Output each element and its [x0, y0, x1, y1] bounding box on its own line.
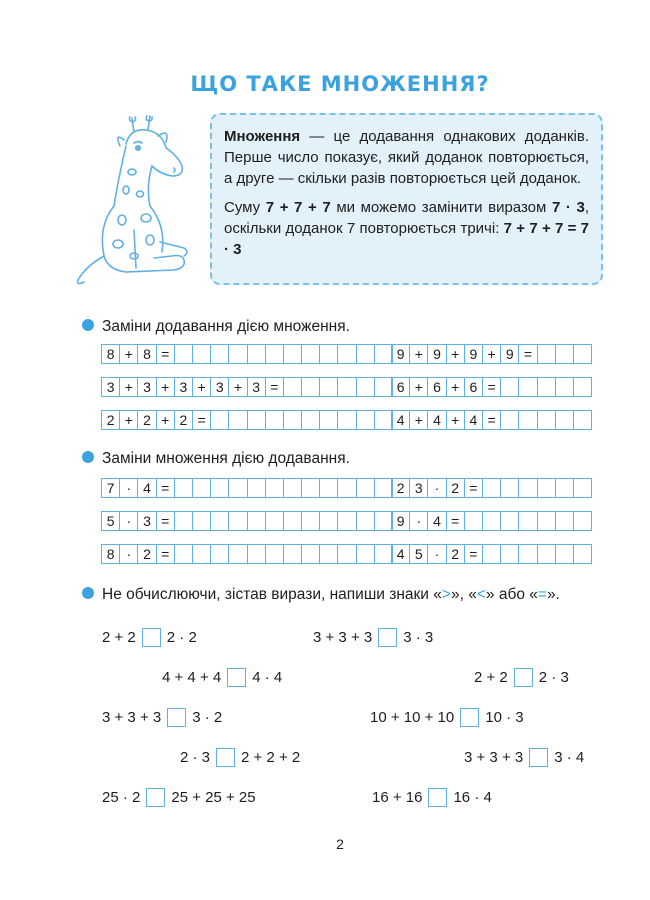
- grid-cell-empty[interactable]: [538, 378, 556, 396]
- grid-cell-empty[interactable]: [338, 411, 356, 429]
- grid-cell-empty[interactable]: [320, 345, 338, 363]
- grid-cell-empty[interactable]: [483, 545, 501, 563]
- grid-cell-given: +: [483, 345, 501, 363]
- grid-cell-given: +: [447, 378, 465, 396]
- grid-cell-empty[interactable]: [248, 411, 266, 429]
- grid-cell-empty[interactable]: [193, 345, 211, 363]
- grid-cell-empty[interactable]: [320, 378, 338, 396]
- comparison-right: 3 · 3: [403, 629, 434, 646]
- answer-grid: [101, 377, 393, 397]
- grid-cell-given: 5: [102, 512, 120, 530]
- grid-cell-given: =: [266, 378, 284, 396]
- grid-cell-given: 2: [175, 411, 193, 429]
- comparison-right: 4 · 4: [252, 669, 283, 686]
- grid-cell-empty[interactable]: [465, 512, 483, 530]
- grid-cell-given: ·: [120, 512, 138, 530]
- grid-cell-empty[interactable]: [284, 545, 302, 563]
- grid-cell-empty[interactable]: [501, 479, 519, 497]
- grid-cell-empty[interactable]: [538, 411, 556, 429]
- grid-cell-empty[interactable]: [211, 411, 229, 429]
- grid-cell-empty[interactable]: [556, 345, 574, 363]
- grid-cell-empty[interactable]: [175, 345, 193, 363]
- bullet-dot: [82, 451, 94, 463]
- grid-cell-empty[interactable]: [574, 378, 592, 396]
- grid-cell-empty[interactable]: [284, 411, 302, 429]
- grid-cell-given: 6: [465, 378, 483, 396]
- grid-cell-empty[interactable]: [538, 545, 556, 563]
- grid-cell-empty[interactable]: [556, 378, 574, 396]
- giraffe-illustration: [74, 110, 200, 286]
- page-number: 2: [336, 836, 344, 852]
- grid-cell-empty[interactable]: [320, 411, 338, 429]
- bullet-dot: [82, 587, 94, 599]
- grid-cell-empty[interactable]: [248, 345, 266, 363]
- grid-cell-empty[interactable]: [501, 378, 519, 396]
- comparison-item: [180, 748, 300, 767]
- comparison-left: 4 + 4 + 4: [162, 669, 222, 686]
- comparison-answer-box[interactable]: [142, 628, 161, 647]
- grid-cell-empty[interactable]: [302, 411, 320, 429]
- comparison-left: 16 + 16: [372, 789, 423, 806]
- grid-cell-empty[interactable]: [175, 545, 193, 563]
- grid-cell-empty[interactable]: [556, 411, 574, 429]
- grid-cell-empty[interactable]: [538, 479, 556, 497]
- grid-cell-empty[interactable]: [211, 345, 229, 363]
- grid-cell-given: ·: [120, 545, 138, 563]
- grid-cell-given: 9: [465, 345, 483, 363]
- example-text-a: Суму: [224, 199, 266, 216]
- grid-cell-empty[interactable]: [483, 512, 501, 530]
- equal-sign: =: [537, 586, 547, 603]
- comparison-right: 16 · 4: [453, 789, 492, 806]
- comparison-left: 3 + 3 + 3: [464, 749, 524, 766]
- grid-cell-given: +: [410, 378, 428, 396]
- grid-cell-empty[interactable]: [338, 479, 356, 497]
- definition-paragraph: [224, 126, 589, 189]
- comparison-right: 3 · 2: [192, 709, 223, 726]
- grid-cell-empty[interactable]: [248, 479, 266, 497]
- grid-cell-empty[interactable]: [266, 545, 284, 563]
- grid-cell-empty[interactable]: [302, 545, 320, 563]
- grid-cell-given: ·: [428, 479, 446, 497]
- grid-cell-empty[interactable]: [338, 345, 356, 363]
- grid-cell-empty[interactable]: [266, 512, 284, 530]
- grid-cell-empty[interactable]: [284, 378, 302, 396]
- answer-grid: [101, 344, 393, 364]
- grid-cell-empty[interactable]: [519, 411, 537, 429]
- answer-grid: [391, 511, 592, 531]
- grid-cell-given: 8: [102, 545, 120, 563]
- example-product: 7 · 3: [551, 199, 585, 216]
- task-1-text: Заміни додавання дією множення.: [102, 318, 350, 335]
- grid-cell-given: =: [193, 411, 211, 429]
- answer-grid: [391, 478, 592, 498]
- grid-cell-empty[interactable]: [320, 545, 338, 563]
- grid-cell-given: 3: [175, 378, 193, 396]
- grid-cell-empty[interactable]: [284, 479, 302, 497]
- comparison-right: 25 + 25 + 25: [171, 789, 256, 806]
- comparison-item: [370, 708, 524, 727]
- grid-cell-empty[interactable]: [229, 545, 247, 563]
- grid-cell-given: 3: [248, 378, 266, 396]
- grid-cell-given: 9: [392, 345, 410, 363]
- grid-cell-given: =: [465, 479, 483, 497]
- grid-cell-empty[interactable]: [248, 512, 266, 530]
- greater-sign: >: [441, 586, 451, 603]
- comparison-left: 10 + 10 + 10: [370, 709, 455, 726]
- grid-cell-empty[interactable]: [320, 479, 338, 497]
- comparison-right: 2 · 3: [538, 669, 569, 686]
- comparison-answer-box[interactable]: [428, 788, 447, 807]
- grid-cell-empty[interactable]: [229, 512, 247, 530]
- task-2-heading: [82, 448, 350, 469]
- grid-cell-empty[interactable]: [211, 545, 229, 563]
- grid-cell-given: 3: [102, 378, 120, 396]
- answer-grid: [101, 410, 393, 430]
- grid-cell-empty[interactable]: [574, 345, 592, 363]
- grid-cell-given: 4: [392, 411, 410, 429]
- grid-cell-empty[interactable]: [338, 545, 356, 563]
- grid-cell-given: +: [447, 345, 465, 363]
- comparison-item: [102, 788, 256, 807]
- grid-cell-empty[interactable]: [538, 345, 556, 363]
- task-2-text: Заміни множення дією додавання.: [102, 450, 350, 467]
- grid-cell-given: 9: [392, 512, 410, 530]
- grid-cell-empty[interactable]: [229, 479, 247, 497]
- comparison-item: [474, 668, 569, 687]
- comparison-right: 2 + 2 + 2: [241, 749, 301, 766]
- grid-cell-given: 9: [501, 345, 519, 363]
- grid-cell-empty[interactable]: [574, 545, 592, 563]
- grid-cell-empty[interactable]: [266, 345, 284, 363]
- grid-cell-given: 3: [211, 378, 229, 396]
- answer-grid: [391, 377, 592, 397]
- example-text-e: , оскільки доданок 7 повторюється тричі:: [224, 199, 590, 237]
- grid-cell-empty[interactable]: [501, 411, 519, 429]
- grid-cell-given: +: [157, 378, 175, 396]
- grid-cell-given: =: [447, 512, 465, 530]
- answer-grid: [391, 544, 592, 564]
- grid-cell-empty[interactable]: [519, 479, 537, 497]
- grid-cell-given: 5: [410, 545, 428, 563]
- grid-cell-given: +: [120, 345, 138, 363]
- grid-cell-given: +: [120, 378, 138, 396]
- grid-cell-given: 4: [428, 411, 446, 429]
- grid-cell-empty[interactable]: [266, 479, 284, 497]
- grid-cell-empty[interactable]: [338, 378, 356, 396]
- comparison-left: 2 + 2: [102, 629, 136, 646]
- comparison-answer-box[interactable]: [378, 628, 397, 647]
- grid-cell-given: 8: [102, 345, 120, 363]
- grid-cell-given: 4: [138, 479, 156, 497]
- comparison-item: [162, 668, 282, 687]
- grid-cell-empty[interactable]: [284, 512, 302, 530]
- grid-cell-given: ·: [428, 545, 446, 563]
- comparison-item: [313, 628, 433, 647]
- grid-cell-given: 9: [428, 345, 446, 363]
- grid-cell-empty[interactable]: [357, 545, 375, 563]
- grid-cell-given: +: [120, 411, 138, 429]
- grid-cell-given: 6: [428, 378, 446, 396]
- grid-cell-empty[interactable]: [302, 378, 320, 396]
- answer-grid: [101, 511, 393, 531]
- comparison-left: 25 · 2: [102, 789, 141, 806]
- comparison-item: [102, 628, 197, 647]
- grid-cell-empty[interactable]: [338, 512, 356, 530]
- grid-cell-given: =: [157, 479, 175, 497]
- grid-cell-given: +: [193, 378, 211, 396]
- definition-text: — це додавання однакових доданків. Перше число показує, який доданок повторюється, а друге — скільки разів повторюється цей доданок.: [224, 128, 589, 187]
- comparison-left: 3 + 3 + 3: [313, 629, 373, 646]
- comparison-answer-box[interactable]: [146, 788, 165, 807]
- comparison-left: 2 + 2: [474, 669, 508, 686]
- comparison-answer-box[interactable]: [167, 708, 186, 727]
- grid-cell-given: =: [157, 512, 175, 530]
- comparison-right: 3 · 4: [554, 749, 585, 766]
- grid-cell-empty[interactable]: [501, 545, 519, 563]
- definition-term: Множення: [224, 128, 301, 145]
- page-title: ЩО ТАКЕ МНОЖЕННЯ?: [190, 72, 490, 96]
- example-paragraph: [224, 197, 589, 260]
- grid-cell-given: 2: [447, 545, 465, 563]
- grid-cell-given: =: [483, 411, 501, 429]
- task-1-heading: [82, 316, 350, 337]
- comparison-right: 2 · 2: [166, 629, 197, 646]
- grid-cell-given: 6: [392, 378, 410, 396]
- grid-cell-given: 2: [102, 411, 120, 429]
- grid-cell-given: 4: [428, 512, 446, 530]
- grid-cell-empty[interactable]: [519, 545, 537, 563]
- example-text-c: ми можемо замінити виразом: [330, 199, 552, 216]
- task-3-text: Не обчислюючи, зістав вирази, напиши знаки «>», «<» або «=».: [102, 586, 560, 603]
- grid-cell-empty[interactable]: [574, 479, 592, 497]
- grid-cell-empty[interactable]: [519, 512, 537, 530]
- grid-cell-given: ·: [410, 512, 428, 530]
- grid-cell-empty[interactable]: [229, 345, 247, 363]
- comparison-item: [102, 708, 222, 727]
- less-sign: <: [476, 586, 486, 603]
- grid-cell-empty[interactable]: [501, 512, 519, 530]
- grid-cell-empty[interactable]: [211, 512, 229, 530]
- grid-cell-given: =: [465, 545, 483, 563]
- grid-cell-empty[interactable]: [302, 479, 320, 497]
- grid-cell-empty[interactable]: [357, 411, 375, 429]
- grid-cell-empty[interactable]: [556, 512, 574, 530]
- comparison-answer-box[interactable]: [216, 748, 235, 767]
- bullet-dot: [82, 319, 94, 331]
- grid-cell-empty[interactable]: [320, 512, 338, 530]
- grid-cell-given: 2: [392, 479, 410, 497]
- grid-cell-given: +: [447, 411, 465, 429]
- example-sum: 7 + 7 + 7: [265, 199, 331, 216]
- grid-cell-empty[interactable]: [193, 512, 211, 530]
- grid-cell-empty[interactable]: [302, 512, 320, 530]
- grid-cell-empty[interactable]: [193, 479, 211, 497]
- comparison-answer-box[interactable]: [460, 708, 479, 727]
- grid-cell-given: 4: [465, 411, 483, 429]
- grid-cell-empty[interactable]: [175, 479, 193, 497]
- comparison-item: [464, 748, 584, 767]
- grid-cell-given: =: [483, 378, 501, 396]
- example-equation: 7 + 7 + 7 = 7 · 3: [224, 220, 589, 258]
- grid-cell-empty[interactable]: [211, 479, 229, 497]
- answer-grid: [391, 344, 592, 364]
- comparison-left: 2 · 3: [180, 749, 211, 766]
- grid-cell-given: ·: [120, 479, 138, 497]
- comparison-right: 10 · 3: [485, 709, 524, 726]
- grid-cell-given: +: [410, 345, 428, 363]
- comparison-item: [372, 788, 492, 807]
- comparison-answer-box[interactable]: [227, 668, 246, 687]
- grid-cell-empty[interactable]: [248, 545, 266, 563]
- grid-cell-empty[interactable]: [483, 479, 501, 497]
- answer-grid: [101, 478, 393, 498]
- grid-cell-empty[interactable]: [574, 512, 592, 530]
- grid-cell-empty[interactable]: [519, 378, 537, 396]
- grid-cell-empty[interactable]: [357, 345, 375, 363]
- comparison-left: 3 + 3 + 3: [102, 709, 162, 726]
- grid-cell-empty[interactable]: [302, 345, 320, 363]
- answer-grid: [391, 410, 592, 430]
- grid-cell-given: 4: [392, 545, 410, 563]
- task-3-heading: [82, 584, 602, 605]
- grid-cell-empty[interactable]: [538, 512, 556, 530]
- grid-cell-empty[interactable]: [284, 345, 302, 363]
- grid-cell-empty[interactable]: [266, 411, 284, 429]
- grid-cell-empty[interactable]: [357, 479, 375, 497]
- grid-cell-given: 3: [410, 479, 428, 497]
- grid-cell-given: =: [519, 345, 537, 363]
- grid-cell-empty[interactable]: [556, 545, 574, 563]
- grid-cell-given: 7: [102, 479, 120, 497]
- grid-cell-given: +: [157, 411, 175, 429]
- grid-cell-given: 8: [138, 345, 156, 363]
- grid-cell-given: 2: [447, 479, 465, 497]
- grid-cell-given: =: [157, 345, 175, 363]
- grid-cell-given: 2: [138, 411, 156, 429]
- grid-cell-given: 2: [138, 545, 156, 563]
- grid-cell-given: =: [157, 545, 175, 563]
- grid-cell-given: +: [229, 378, 247, 396]
- grid-cell-empty[interactable]: [574, 411, 592, 429]
- comparison-answer-box[interactable]: [529, 748, 548, 767]
- grid-cell-empty[interactable]: [556, 479, 574, 497]
- grid-cell-empty[interactable]: [193, 545, 211, 563]
- grid-cell-empty[interactable]: [357, 378, 375, 396]
- grid-cell-empty[interactable]: [175, 512, 193, 530]
- answer-grid: [101, 544, 393, 564]
- grid-cell-empty[interactable]: [229, 411, 247, 429]
- grid-cell-given: 3: [138, 378, 156, 396]
- comparison-answer-box[interactable]: [514, 668, 533, 687]
- definition-box: [210, 113, 603, 285]
- grid-cell-given: 3: [138, 512, 156, 530]
- grid-cell-given: +: [410, 411, 428, 429]
- grid-cell-empty[interactable]: [357, 512, 375, 530]
